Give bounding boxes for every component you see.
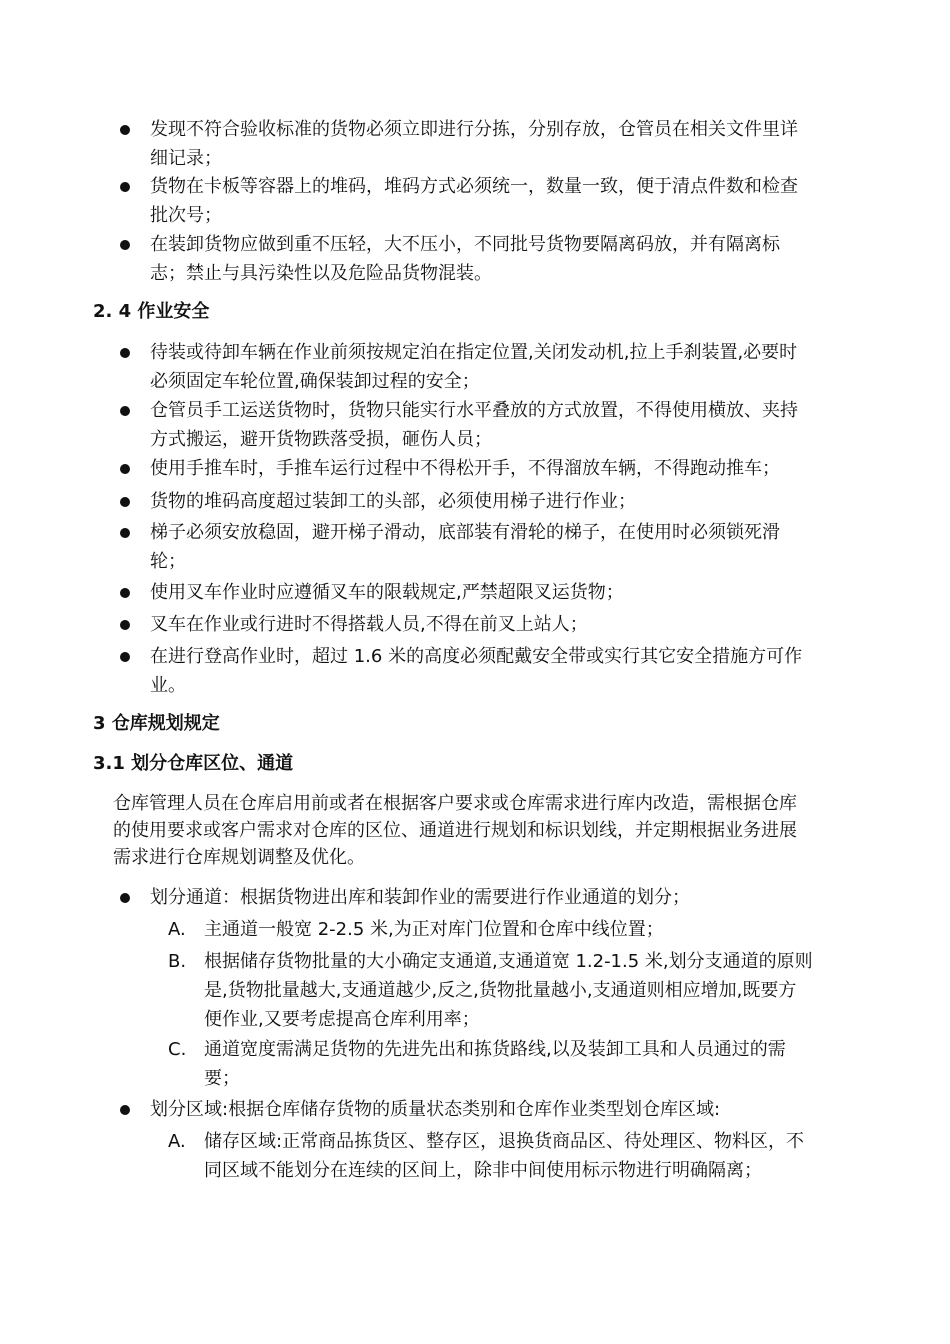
- sub-list-text: 主通道一般宽 2-2.5 米,为正对库门位置和仓库中线位置；: [204, 919, 664, 940]
- bullet-icon: [120, 240, 130, 250]
- bullet-icon: [120, 620, 130, 630]
- sub-list-text: 根据储存货物批量的大小确定支通道,支通道宽 1.2-1.5 米,划分支通道的原则是,货物批量越大,支通道越少,反之,货物批量越小,支通道则相应增加,既要方便作业,又要考虑提高仓库利用率；: [204, 951, 813, 1030]
- bullet-icon: [120, 125, 130, 135]
- section-heading: 2. 4 作业安全: [93, 301, 210, 322]
- list-item: [150, 454, 815, 483]
- sub-list-marker: C.: [168, 1039, 187, 1060]
- sub-list-marker: B.: [168, 951, 187, 972]
- list-item-text: 在装卸货物应做到重不压轻，大不压小，不同批号货物要隔离码放，并有隔离标志；禁止与具污染性以及危险品货物混装。: [150, 234, 780, 284]
- list-item: [150, 115, 815, 173]
- bullet-icon: [120, 464, 130, 474]
- body-paragraph: 仓库管理人员在仓库启用前或者在根据客户要求或仓库需求进行库内改造，需根据仓库的使用要求或客户需求对仓库的区位、通道进行规划和标识划线，并定期根据业务进展需求进行仓库规划调整及优化。: [113, 793, 797, 868]
- sub-list-text: 通道宽度需满足货物的先进先出和拣货路线,以及装卸工具和人员通过的需要；: [204, 1039, 786, 1089]
- list-item: [150, 396, 815, 454]
- bullet-icon: [120, 588, 130, 598]
- bullet-icon: [120, 406, 130, 416]
- sub-list-item: [168, 1127, 814, 1185]
- list-item-text: 发现不符合验收标准的货物必须立即进行分拣，分别存放，仓管员在相关文件里详细记录；: [150, 119, 798, 169]
- bullet-icon: [120, 348, 130, 358]
- list-item-text: 划分区域:根据仓库储存货物的质量状态类别和仓库作业类型划仓库区域:: [150, 1099, 721, 1120]
- bullet-icon: [120, 893, 130, 903]
- list-item: [150, 172, 815, 230]
- bullet-icon: [120, 652, 130, 662]
- bullet-icon: [120, 182, 130, 192]
- bullet-icon: [120, 497, 130, 507]
- list-item-text: 货物在卡板等容器上的堆码，堆码方式必须统一，数量一致，便于清点件数和检查批次号；: [150, 176, 798, 226]
- sub-list-item: [168, 1035, 814, 1093]
- list-item: [150, 338, 815, 396]
- list-item-text: 划分通道：根据货物进出库和装卸作业的需要进行作业通道的划分；: [150, 887, 690, 908]
- sub-list-marker: A.: [168, 919, 186, 940]
- sub-list-marker: A.: [168, 1131, 186, 1152]
- bullet-icon: [120, 1105, 130, 1115]
- sub-list-item: [168, 915, 814, 944]
- section-heading: 3 仓库规划规定: [93, 713, 220, 734]
- list-item-text: 使用叉车作业时应遵循叉车的限载规定,严禁超限叉运货物；: [150, 582, 624, 603]
- sub-list-item: [168, 947, 814, 1034]
- list-item: [150, 230, 815, 288]
- list-item: [150, 578, 815, 607]
- list-item: [150, 610, 815, 639]
- list-item: [150, 1095, 815, 1124]
- list-item-text: 仓管员手工运送货物时，货物只能实行水平叠放的方式放置，不得使用横放、夹持方式搬运，避开货物跌落受损，砸伤人员；: [150, 400, 798, 450]
- list-item-text: 梯子必须安放稳固，避开梯子滑动，底部装有滑轮的梯子，在使用时必须锁死滑轮；: [150, 522, 780, 572]
- list-item-text: 货物的堆码高度超过装卸工的头部，必须使用梯子进行作业；: [150, 491, 636, 512]
- list-item-text: 叉车在作业或行进时不得搭载人员,不得在前叉上站人；: [150, 614, 588, 635]
- list-item: [150, 642, 815, 700]
- sub-list-text: 储存区域:正常商品拣货区、整存区，退换货商品区、待处理区、物料区，不同区域不能划分在连续的区间上，除非中间使用标示物进行明确隔离；: [204, 1131, 805, 1181]
- section-heading: 3.1 划分仓库区位、通道: [93, 753, 294, 774]
- bullet-icon: [120, 528, 130, 538]
- list-item-text: 使用手推车时，手推车运行过程中不得松开手，不得溜放车辆，不得跑动推车；: [150, 458, 780, 479]
- list-item: [150, 487, 815, 516]
- list-item: [150, 518, 815, 576]
- list-item: [150, 883, 815, 912]
- list-item-text: 待装或待卸车辆在作业前须按规定泊在指定位置,关闭发动机,拉上手刹装置,必要时必须固定车轮位置,确保装卸过程的安全；: [150, 342, 798, 392]
- list-item-text: 在进行登高作业时，超过 1.6 米的高度必须配戴安全带或实行其它安全措施方可作业。: [150, 646, 803, 696]
